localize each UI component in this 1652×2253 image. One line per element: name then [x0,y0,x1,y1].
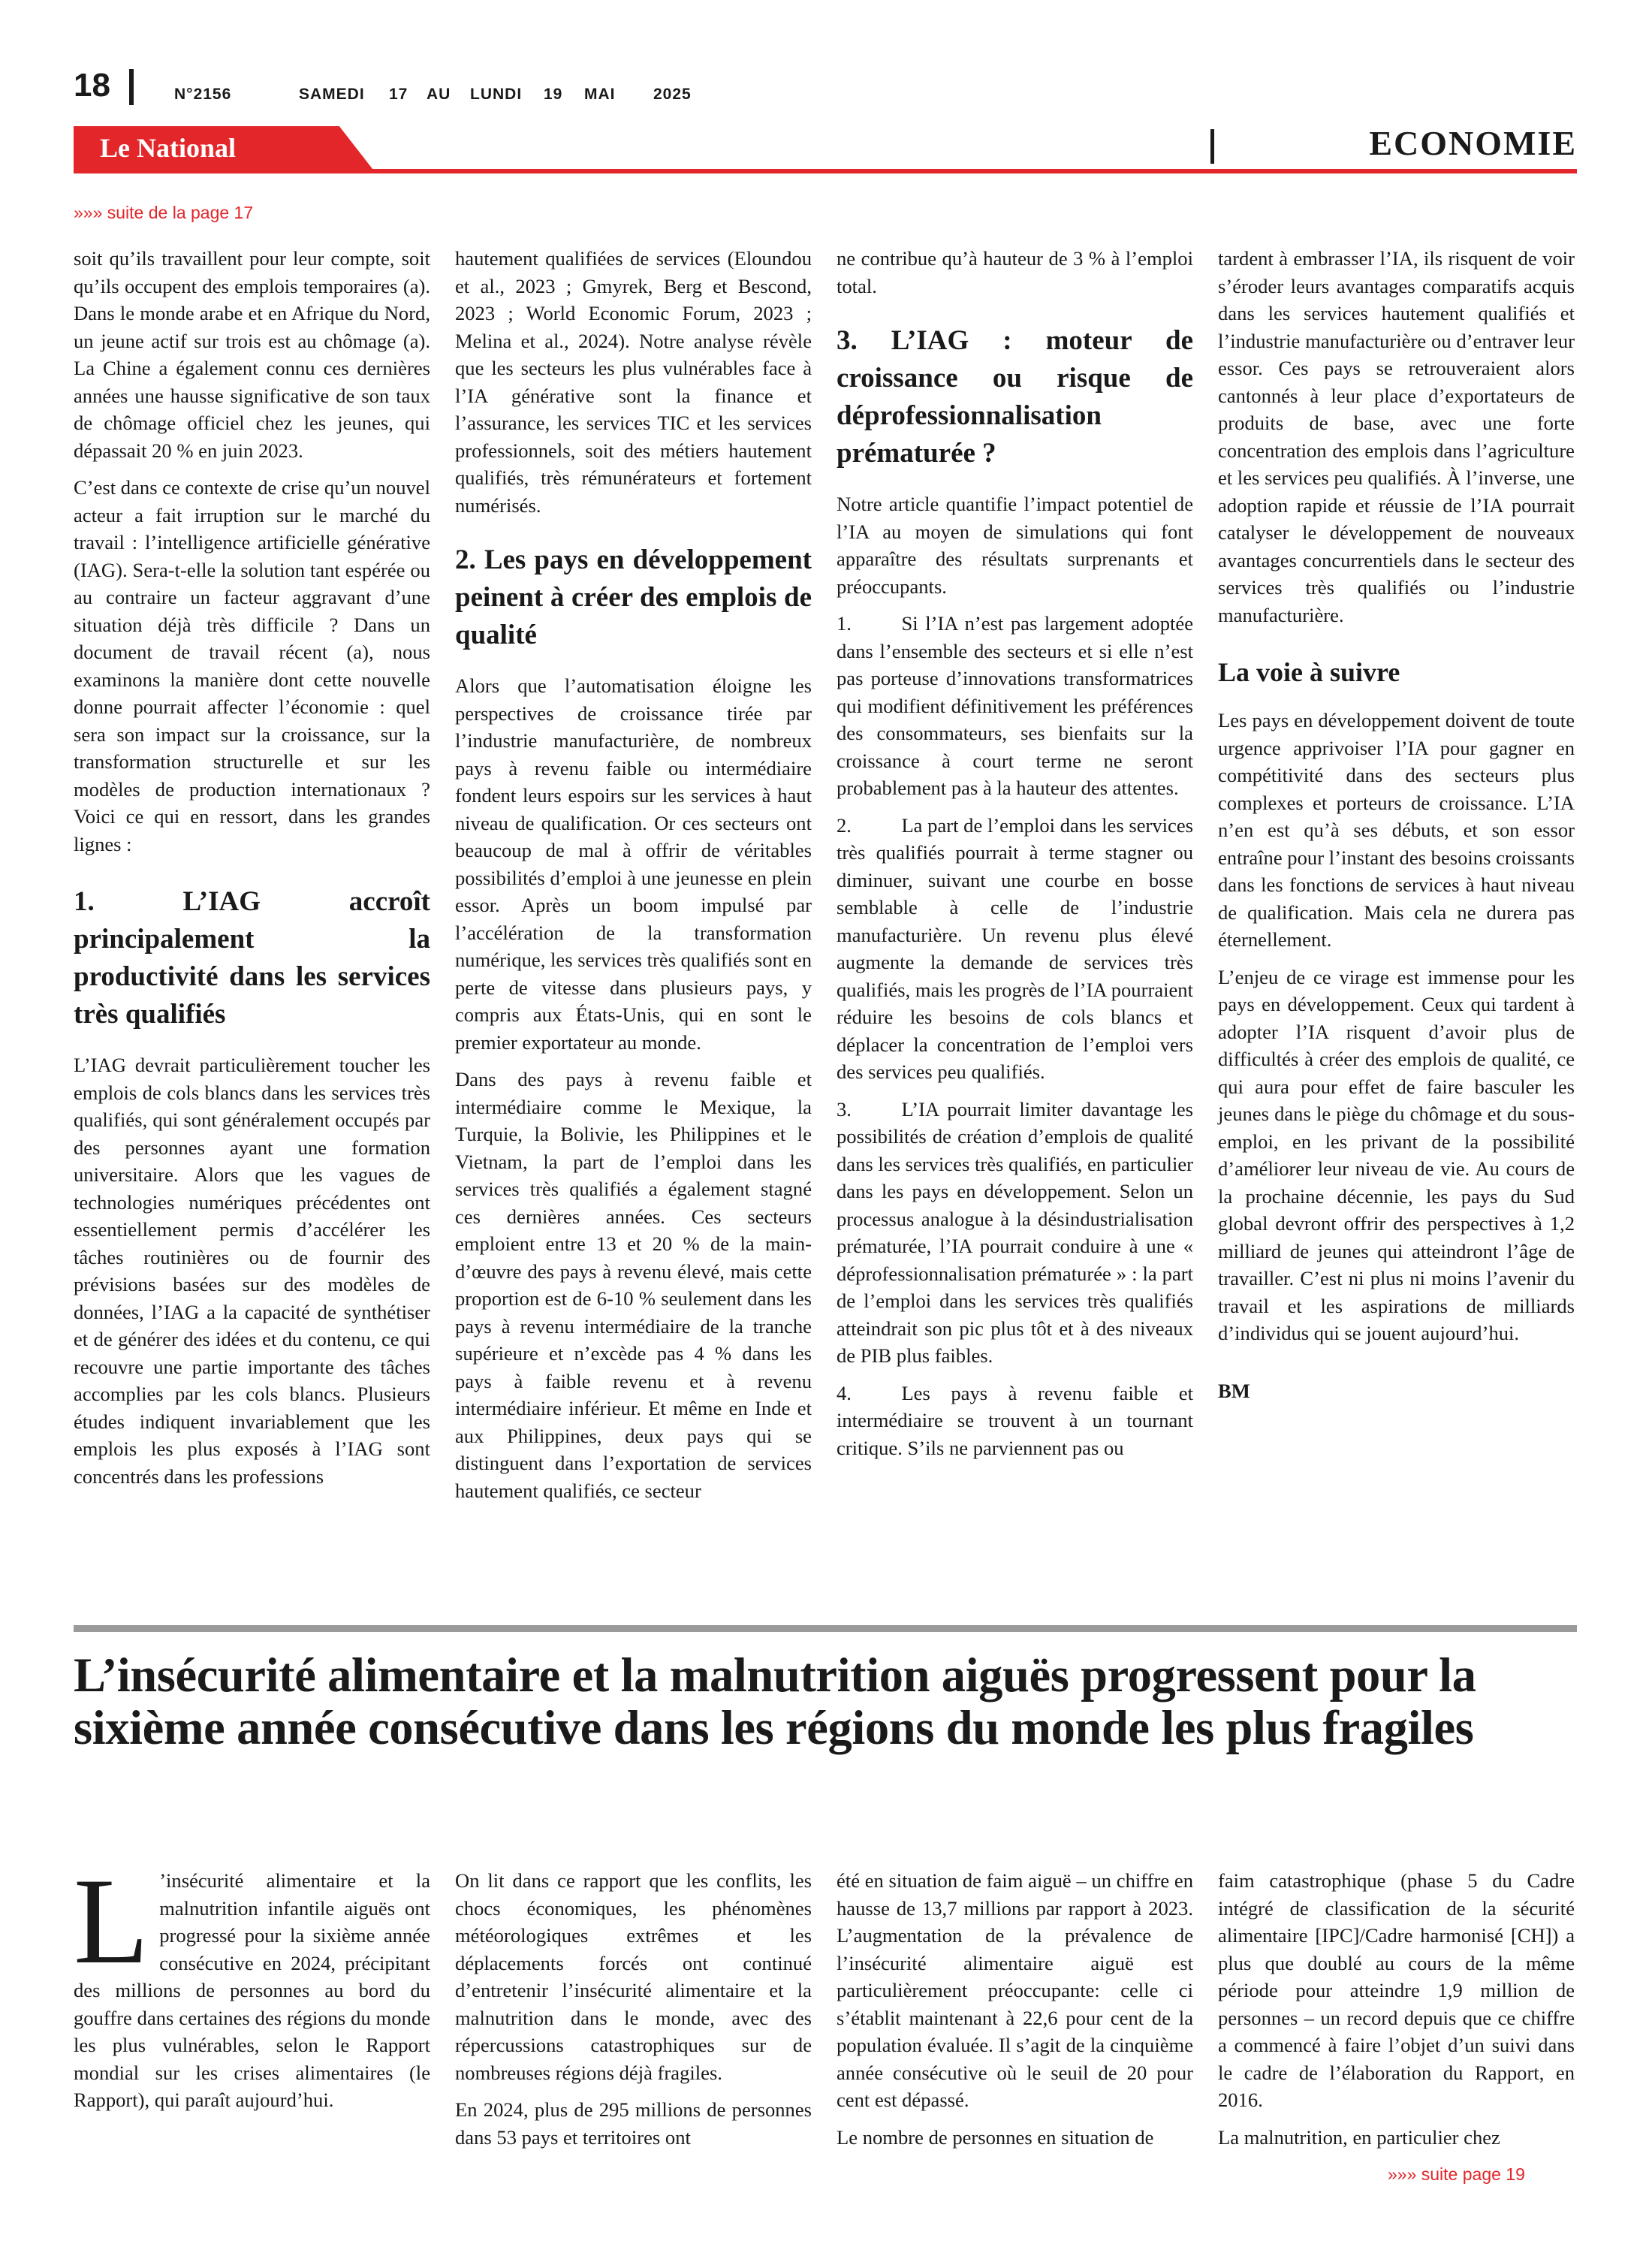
article2-headline: L’insécurité alimentaire et la malnutrition aiguës progressent pour la sixième année consécutive dans les régions du monde les plus fragiles [74,1648,1476,1754]
list-text: Les pays à revenu faible et intermédiaire se trouvent à un tournant critique. S’ils ne parviennent pas ou [837,1381,1193,1459]
paragraph: L’IAG devrait particulièrement toucher les emplois de cols blancs dans les services très qualifiés, qui sont généralement occupés par des personnes ayant une formation universitaire. Alors que les vagues de technologies numériques précédentes ont essentiellement permis d’accélérer les tâches routinières ou de fournir des prévisions basées sur des modèles de données, l’IAG a la capacité de synthétiser et de générer des idées et du contenu, ce qui recouvre une partie importante des tâches accomplies par les cols blancs. Plusieurs études indiquent invariablement que les emplois les plus exposés à l’IAG sont concentrés dans les professions [74,1054,430,1488]
subheading-2: 2. Les pays en développement peinent à créer des emplois de qualité [455,544,812,650]
drop-cap: L [74,1853,149,1989]
paragraph: soit qu’ils travaillent pour leur compte, soit qu’ils occupent des emplois temporaires (a). Dans le monde arabe et en Afrique du Nord, un jeune actif sur trois est au chômage (a). La Chine a également connu ces dernières années une hausse significative de son taux de chômage officiel chez les jeunes, qui dépassait 20 % en juin 2023. [74,247,430,462]
article1-column-4 [1218,245,1575,1414]
subheading-3: 3. L’IAG : moteur de croissance ou risque de déprofessionnalisation prématurée ? [837,325,1193,469]
date-num-2: 19 [544,86,563,103]
subheading-1: 1. L’IAG accroît principalement la productivité dans les services très qualifiés [74,886,430,1030]
header-rule [74,169,1577,173]
section-divider [1210,129,1214,164]
paragraph-text: ’insécurité alimentaire et la malnutrition infantile aiguës ont progressé pour la sixième année consécutive en 2024, précipitant des millions de personnes au bord du gouffre dans certaines des régions du monde les plus vulnérables, selon le Rapport mondial sur les crises alimentaires (le Rapport), qui paraît aujourd’hui. [74,1869,430,2111]
date-day-2: LUNDI [470,86,523,103]
date-au: AU [427,86,451,103]
issue-number: N°2156 [174,86,232,103]
continued-to[interactable]: »»» suite page 19 [1388,2164,1525,2184]
article2-column-4 [1218,1867,1575,2161]
continued-from: »»» suite de la page 17 [74,203,254,222]
list-item [837,812,1193,1086]
article1-column-3 [837,245,1193,1471]
list-text: Si l’IA n’est pas largement adoptée dans l’ensemble des secteurs et si elle n’est pas porteuse d’innovations transformatrices qui modifient définitivement les préférences des consommateurs, ses bienfaits sur la croissance à court terme ne seront probablement pas à la hauteur des attentes. [837,612,1193,799]
paragraph: C’est dans ce contexte de crise qu’un nouvel acteur a fait irruption sur le marché du travail : l’intelligence artificielle générative (IAG). Sera-t-elle la solution tant espérée ou au contraire un facteur aggravant d’une situation déjà très difficile ? Dans un document de travail récent (a), nous examinons la manière dont cette nouvelle donne pourrait affecter l’économie : quel sera son impact sur la croissance, sur la transformation structurelle et sur les modèles de production internationaux ? Voici ce qui en ressort, dans les grandes lignes : [74,476,430,855]
list-item [837,610,1193,802]
paragraph: Les pays en développement doivent de toute urgence apprivoiser l’IA pour gagner en compétitivité dans des secteurs plus complexes et porteurs de croissance. L’IA n’en est qu’à ses débuts, et son essor entraîne pour l’instant des besoins croissants dans les fonctions de services à haut niveau de qualification. Mais cela ne durera pas éternellement. [1218,709,1575,951]
paragraph: Le nombre de personnes en situation de [837,2125,1154,2149]
list-text: La part de l’emploi dans les services très qualifiés pourrait à terme stagner ou diminuer, suivant une courbe en bosse semblable à celle de l’industrie manufacturière. Un revenu plus élevé augmente la demande de services très qualifiés, mais les progrès de l’IA pourraient réduire les besoins de cols blancs et déplacer la concentration de l’emploi vers des services peu qualifiés. [837,813,1193,1083]
article1-column-2 [455,245,812,1514]
list-number: 3. [837,1097,852,1120]
paragraph: été en situation de faim aiguë – un chiffre en hausse de 13,7 millions par rapport à 2023. L’augmentation de la prévalence de l’insécurité alimentaire aiguë est particulièrement préoccupante: celle ci s’établit maintenant à 22,6 pour cent de la population évaluée. Il s’agit de la cinquième année consécutive où le seuil de 20 pour cent est dépassé. [837,1869,1193,2111]
list-item [837,1380,1193,1462]
list-number: 1. [837,612,852,635]
paragraph: La malnutrition, en particulier chez [1218,2125,1500,2149]
paragraph: On lit dans ce rapport que les conflits, les chocs économiques, les phénomènes météorologiques extrêmes et les déplacements forcés ont continué d’entretenir l’insécurité alimentaire et la malnutrition dans le monde, avec des répercussions catastrophiques sur de nombreuses régions déjà fragiles. [455,1869,812,2084]
page-number-divider [129,69,134,105]
list-text: L’IA pourrait limiter davantage les possibilités de création d’emplois de qualité dans les services très qualifiés, en particulier dans les pays en développement. Selon un processus analogue à la désindustrialisation prématurée, l’IA pourrait conduire à une « déprofessionnalisation prématurée » : la part de l’emploi dans les services très qualifiés atteindrait son pic plus tôt et à des niveaux de PIB plus faibles. [837,1097,1193,1367]
author-signature: BM [1218,1379,1250,1402]
list-number: 4. [837,1381,852,1404]
brand-name: Le National [100,133,237,163]
paragraph: tardent à embrasser l’IA, ils risquent de voir s’éroder leurs avantages comparatifs acquis dans les services hautement qualifiés et l’industrie manufacturière ou d’entraver leur essor. Ces pays se retrouveraient alors cantonnés à leur place d’exportateurs de produits de base, avec une forte concentration des emplois dans l’agriculture et les services peu qualifiés. À l’inverse, une adoption rapide et réussie de l’IA pourrait catalyser le développement de nouveaux avantages concurrentiels dans le secteur des services très qualifiés ou l’industrie manufacturière. [1218,247,1575,626]
paragraph: faim catastrophique (phase 5 du Cadre intégré de classification de la sécurité alimentaire [IPC]/Cadre harmonisé [CH]) a plus que doublé au cours de la même période pour atteindre 1,9 million de personnes – un record depuis que ce chiffre a commencé à faire l’objet d’un suivi dans le cadre de l’élaboration du Rapport, en 2016. [1218,1869,1575,2111]
paragraph: Notre article quantifie l’impact potentiel de l’IA au moyen de simulations qui font apparaître des résultats surprenants et préoccupants. [837,493,1193,598]
paragraph: Alors que l’automatisation éloigne les perspectives de croissance tirée par l’industrie manufacturière, de nombreux pays à revenu faible ou intermédiaire fondent leurs espoirs sur les services à haut niveau de qualification. Or ces secteurs ont beaucoup de mal à offrir de véritables possibilités d’emploi à une jeunesse en plein essor. Après un boom impulsé par l’accélération de la transformation numérique, les services très qualifiés sont en perte de vitesse dans plusieurs pays, y compris aux États-Unis, qui en sont le premier exportateur au monde. [455,674,812,1054]
article2-column-3 [837,1867,1193,2161]
list-item [837,1096,1193,1370]
paragraph: ne contribue qu’à hauteur de 3 % à l’emploi total. [837,247,1193,297]
page-number: 18 [74,67,110,104]
article2-column-1 [74,1853,430,2124]
article-divider [74,1625,1577,1632]
paragraph: En 2024, plus de 295 millions de personnes dans 53 pays et territoires ont [455,2098,812,2149]
section-title: ECONOMIE [1369,124,1577,162]
date-month: MAI [584,86,616,103]
article2-column-2 [455,1867,812,2161]
date-year: 2025 [653,86,692,103]
date-day-1: SAMEDI [299,86,365,103]
paragraph: hautement qualifiées de services (Eloundou et al., 2023 ; Gmyrek, Berg et Bescond, 2023 ; World Economic Forum, 2023 ; Melina et al., 2024). Notre analyse révèle que les secteurs les plus vulnérables face à l’IA générative sont la finance et l’assurance, les services TIC et les services professionnels, soit des métiers hautement qualifiés, très rémunérateurs et fortement numérisés. [455,247,812,517]
paragraph: Dans des pays à revenu faible et intermédiaire comme le Mexique, la Turquie, la Bolivie, les Philippines et le Vietnam, la part de l’emploi dans les services très qualifiés a également stagné ces dernières années. Ces secteurs emploient entre 13 et 20 % de la main-d’œuvre des pays à revenu élevé, mais cette proportion est de 6-10 % seulement dans les pays à revenu intermédiaire de la tranche supérieure et n’excède pas 4 % dans les pays à faible revenu et à revenu intermédiaire inférieur. Et même en Inde et aux Philippines, deux pays qui se distinguent dans l’exportation de services hautement qualifiés, ce secteur [455,1068,812,1502]
article1-column-1 [74,245,430,1500]
date-num-1: 17 [389,86,408,103]
subheading-4: La voie à suivre [1218,657,1400,687]
paragraph: L’enjeu de ce virage est immense pour les pays en développement. Ceux qui tardent à adopter l’IA risquent d’avoir plus de difficultés à créer des emplois de qualité, ce qui aura pour effet de faire basculer les jeunes dans le piège du chômage et du sous-emploi, en les privant de la possibilité d’améliorer leur niveau de vie. Au cours de la prochaine décennie, les pays du Sud global devront offrir des perspectives à 1,2 milliard de jeunes qui atteindront l’âge de travailler. C’est ni plus ni moins l’avenir du travail et les aspirations de milliards d’individus qui se jouent aujourd’hui. [1218,965,1575,1344]
list-number: 2. [837,813,852,837]
